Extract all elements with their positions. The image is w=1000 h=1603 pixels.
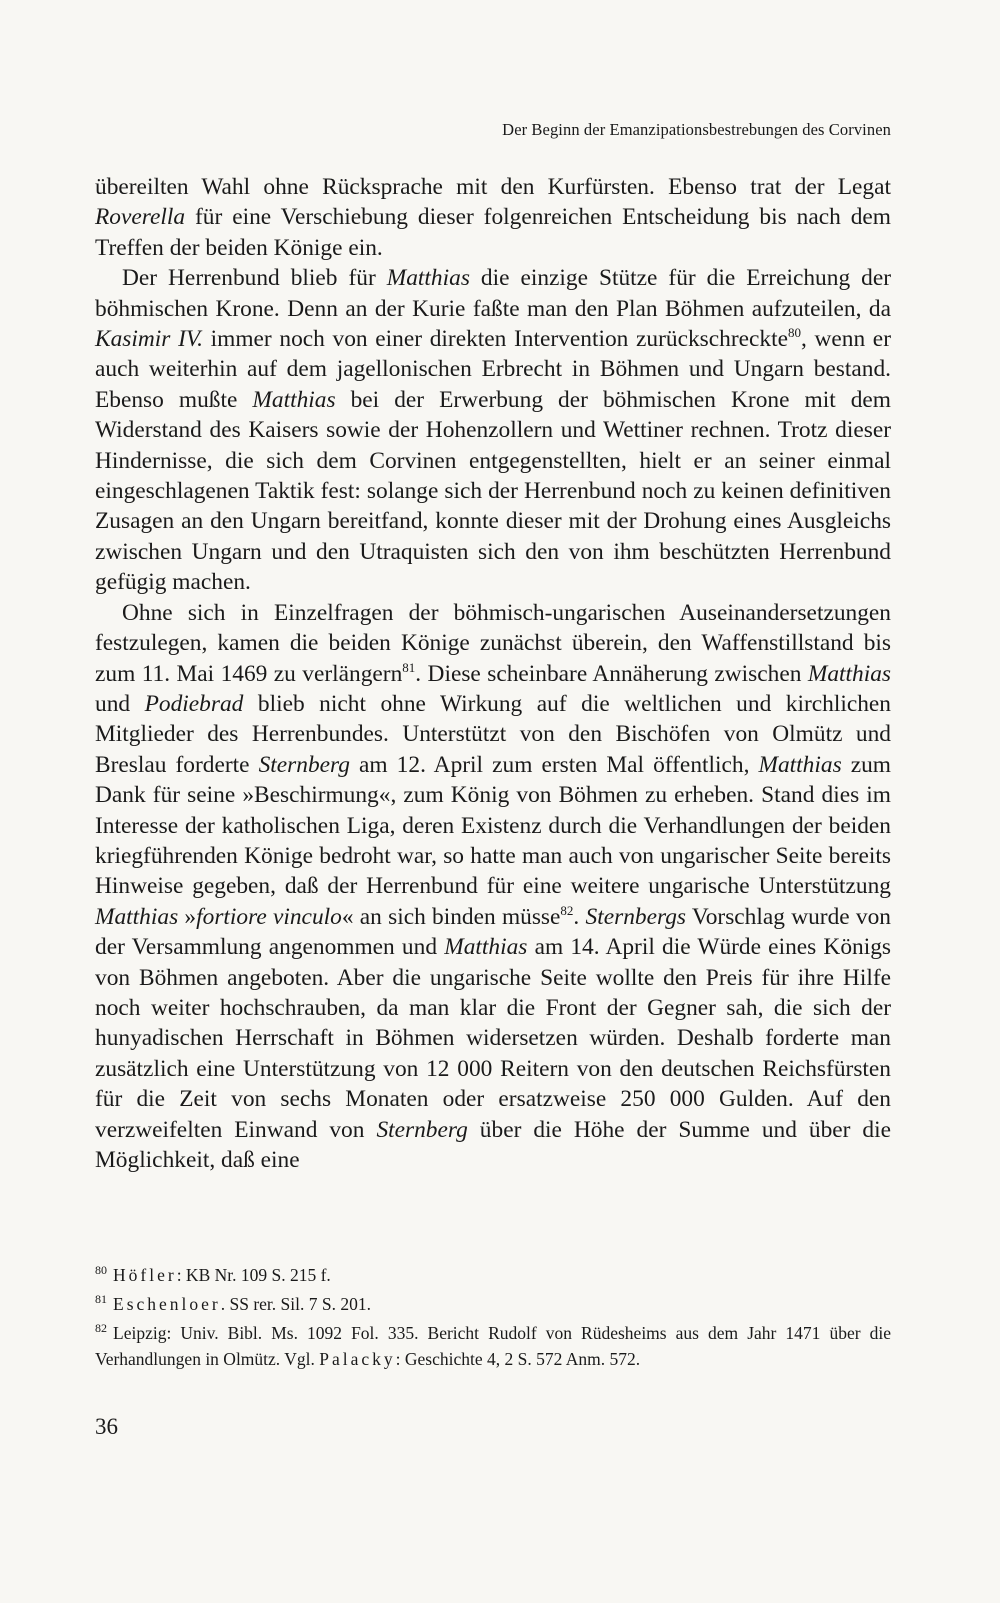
footnote-text: : Geschichte 4, 2 S. 572 Anm. 572. bbox=[395, 1349, 641, 1369]
footnote-text: : KB Nr. 109 S. 215 f. bbox=[176, 1265, 331, 1285]
italic-name: Sternbergs bbox=[585, 903, 687, 930]
footnote-author: Palacky bbox=[319, 1349, 396, 1369]
text-run: immer noch von einer direkten Intervention zurückschreckte bbox=[202, 326, 788, 353]
footnote-author: Höfler bbox=[113, 1265, 177, 1285]
footnote-number: 81 bbox=[95, 1292, 107, 1307]
text-run: blieb nicht ohne Wirkung auf die weltlichen und kirchlichen Mitglieder des Herrenbundes. Unterstützt von den Bischöfen von Olmütz und Breslau forderte bbox=[95, 690, 891, 778]
text-run: für eine Verschiebung dieser folgenreichen Entscheidung bis nach dem Treffen der beiden Könige ein. bbox=[95, 204, 891, 261]
text-run: , wenn er auch weiterhin auf dem jagellonischen Erbrecht in Böhmen und Ungarn bestand. Ebenso mußte bbox=[95, 326, 891, 413]
italic-name: Kasimir IV. bbox=[95, 326, 203, 353]
italic-phrase: fortiore vinculo bbox=[196, 903, 342, 930]
footnote-text: Leipzig: Univ. Bibl. Ms. 1092 Fol. 335. Bericht Rudolf von Rüdesheims aus dem Jahr 1471 über die Verhandlungen in Olmütz. Vgl. bbox=[95, 1323, 891, 1369]
footnote-text: . SS rer. Sil. 7 S. 201. bbox=[220, 1294, 371, 1314]
italic-name: Matthias bbox=[386, 265, 470, 292]
text-run: Der Herrenbund blieb für bbox=[122, 265, 387, 292]
italic-name: Podiebrad bbox=[144, 690, 244, 717]
text-run: Ohne sich in Einzelfragen der böhmisch-ungarischen Auseinandersetzungen festzulegen, kamen die beiden Könige zunächst überein, den Waffenstillstand bis zum 11. Mai 1469 zu verlängern bbox=[95, 599, 891, 687]
footnote-reference[interactable]: 80 bbox=[787, 325, 801, 341]
footnote-reference[interactable]: 82 bbox=[560, 902, 574, 918]
italic-name: Roverella bbox=[95, 204, 186, 231]
text-run: . bbox=[573, 903, 586, 930]
italic-name: Sternberg bbox=[258, 751, 350, 778]
paragraph-3 bbox=[95, 598, 891, 1176]
text-run: Vorschlag wurde von der Versammlung angenommen und bbox=[95, 903, 891, 961]
italic-name: Matthias bbox=[252, 386, 336, 413]
footnote-number: 80 bbox=[95, 1263, 107, 1278]
text-run: am 12. April zum ersten Mal öffentlich, bbox=[349, 751, 759, 778]
italic-name: Matthias bbox=[807, 660, 892, 687]
text-run: am 14. April die Würde eines Königs von Böhmen angeboten. Aber die ungarische Seite wollte den Preis für ihre Hilfe noch weiter hochschrauben, da man klar die Front der Gegner sah, die sich der hunyadischen Herrschaft in Böhmen widersetzen würden. Deshalb forderte man zusätzlich eine Unterstützung von 12 000 Reitern von den deutschen Reichsfürsten für die Zeit von sechs Monaten oder ersatzweise 250 000 Gulden. Auf den verzweifelten Einwand von bbox=[95, 934, 892, 1143]
footnote-number: 82 bbox=[95, 1321, 107, 1336]
text-run: » bbox=[178, 903, 197, 930]
text-run: und bbox=[95, 690, 145, 717]
italic-name: Matthias bbox=[758, 751, 842, 778]
footnote-reference[interactable]: 81 bbox=[402, 659, 416, 675]
paragraph-1 bbox=[95, 172, 891, 263]
body-text bbox=[95, 172, 891, 1175]
paragraph-2 bbox=[95, 263, 891, 597]
footnote-81 bbox=[95, 1291, 891, 1317]
text-run: zum Dank für seine »Beschirmung«, zum König von Böhmen zu erheben. Stand dies im Interesse der katholischen Liga, deren Existenz durch die Verhandlungen der beiden kriegführenden Könige bedroht war, so hatte man auch von ungarischer Seite bereits Hinweise gegeben, daß der Herrenbund für eine weitere ungarische Unterstützung bbox=[95, 751, 892, 900]
italic-name: Sternberg bbox=[376, 1116, 468, 1143]
text-run: . Diese scheinbare Annäherung zwischen bbox=[415, 660, 808, 687]
footnote-80 bbox=[95, 1262, 891, 1288]
footnote-author: Eschenloer bbox=[113, 1294, 221, 1314]
footnotes bbox=[95, 1262, 891, 1375]
italic-name: Matthias bbox=[95, 903, 179, 930]
running-header: Der Beginn der Emanzipationsbestrebungen des Corvinen bbox=[502, 120, 891, 139]
footnote-82 bbox=[95, 1320, 891, 1372]
text-run: über die Höhe der Summe und über die Möglichkeit, daß eine bbox=[95, 1116, 891, 1173]
text-run: bei der Erwerbung der böhmischen Krone mit dem Widerstand des Kaisers sowie der Hohenzollern und Wettiner rechnen. Trotz dieser Hindernisse, die sich dem Corvinen entgegenstellten, hielt er an seiner einmal eingeschlagenen Taktik fest: solange sich der Herrenbund noch zu keinen definitiven Zusagen an den Ungarn bereitfand, konnte dieser mit der Drohung eines Ausgleichs zwischen Ungarn und den Utraquisten sich den von ihm beschützten Herrenbund gefügig machen. bbox=[95, 386, 891, 596]
text-run: die einzige Stütze für die Erreichung der böhmischen Krone. Denn an der Kurie faßte man den Plan Böhmen aufzuteilen, da bbox=[95, 265, 891, 322]
italic-name: Matthias bbox=[444, 934, 528, 961]
page-number: 36 bbox=[95, 1414, 118, 1439]
text-run: « an sich binden müsse bbox=[341, 903, 561, 930]
text-run: übereilten Wahl ohne Rücksprache mit den Kurfürsten. Ebenso trat der Legat bbox=[95, 174, 891, 200]
